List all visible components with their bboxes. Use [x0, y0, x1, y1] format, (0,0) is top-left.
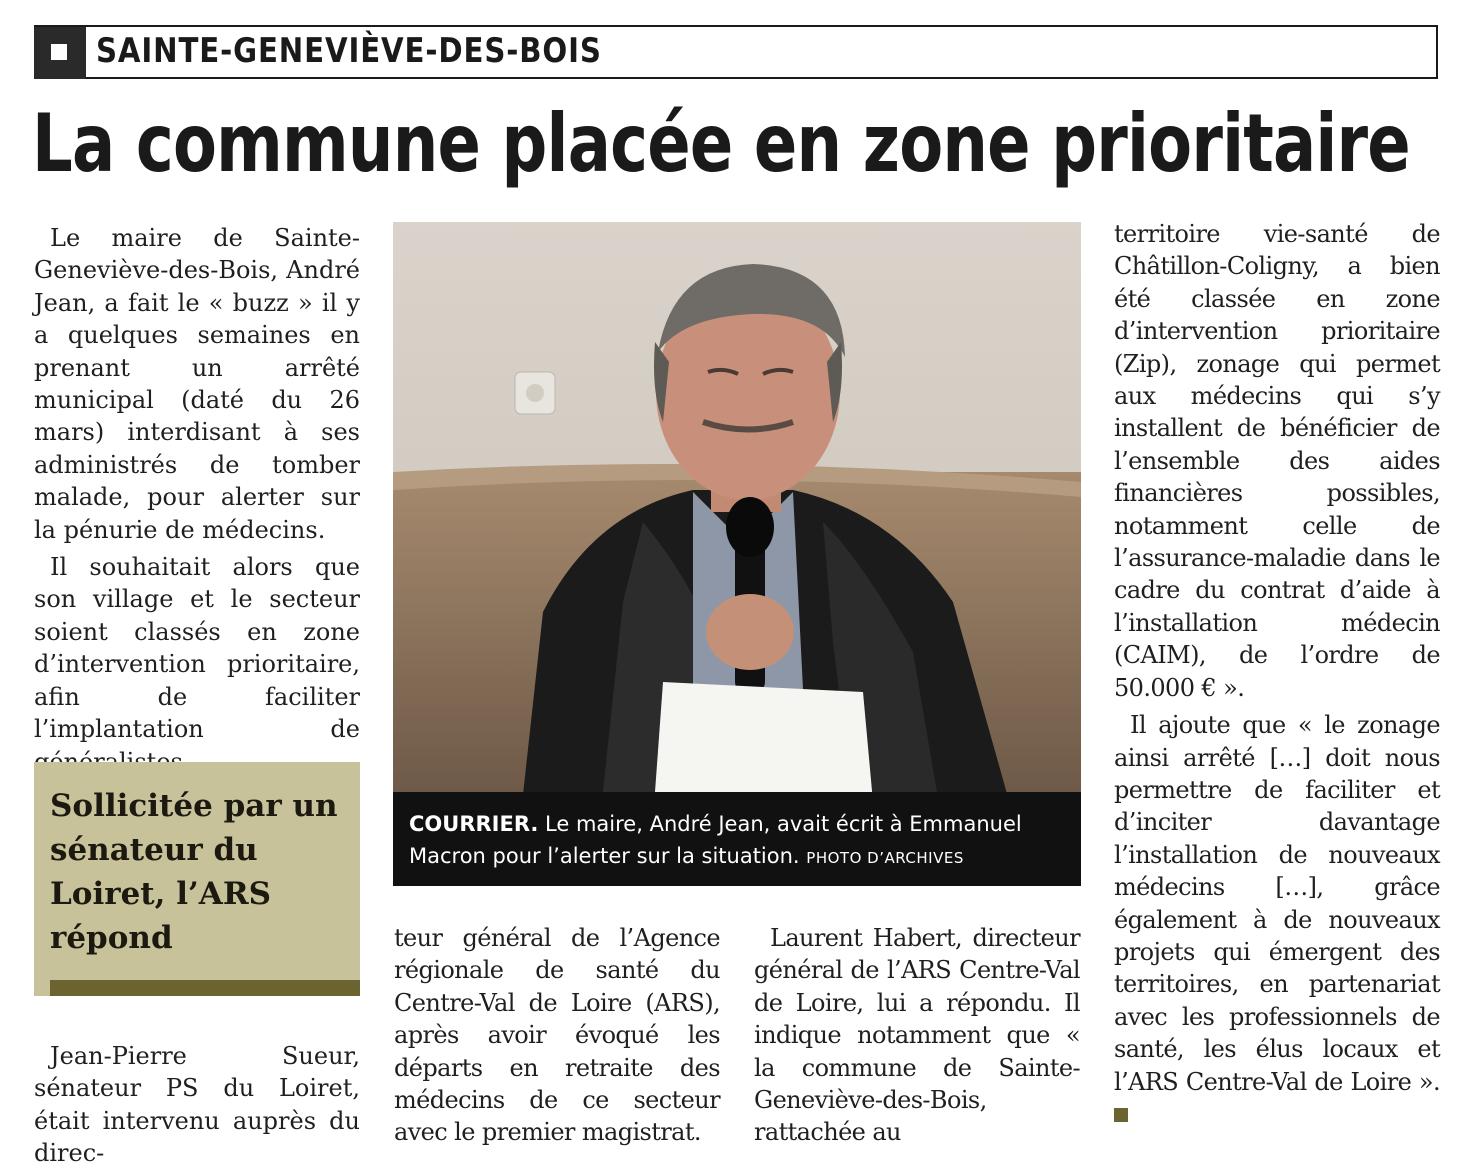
paragraph-6: territoire vie-santé de Châtillon-Coligny, a bien été classée en zone d’intervention prioritaire (Zip), zonage qui permet aux médecins qui s’y installent de bénéficier de l’ensemble des aides financières possibles, notamment celle de l’assurance-maladie dans le cadre du contrat d’aide à l’installation médecin (CAIM), de l’ordre de 50.000 € ».: [1114, 220, 1440, 702]
caption-text: Le maire, André Jean, avait écrit à Emmanuel Macron pour l’alerter sur la situation.: [409, 812, 1022, 868]
article-headline: La commune placée en zone prioritaire: [32, 97, 1410, 190]
column-3: [754, 922, 1080, 1149]
subhead-bar: [50, 980, 360, 996]
photo-image: [393, 222, 1081, 886]
paragraph-7: [1114, 709, 1440, 1130]
paragraph-4: teur général de l’Agence régionale de santé du Centre-Val de Loire (ARS), après avoir évoqué les départs en retraite des médecins de ce secteur avec le premier magistrat.: [394, 924, 720, 1147]
photo-caption: [409, 808, 1069, 874]
paragraph-7-text: Il ajoute que « le zonage ainsi arrêté […] doit nous permettre de faciliter et d’inciter davantage l’installation de nouveaux médecins […], grâce également à de nouveaux projets qui émergent des territoires, en partenariat avec les professionnels de santé, les élus locaux et l’ARS Centre-Val de Loire ».: [1114, 711, 1440, 1096]
column-1: [34, 222, 360, 778]
rubric-square-icon: [34, 27, 86, 79]
rubric-title: SAINTE-GENEVIÈVE-DES-BOIS: [96, 31, 602, 71]
paragraph-1: Le maire de Sainte-Geneviève-des-Bois, André Jean, a fait le « buzz » il y a quelques semaines en prenant un arrêté municipal (daté du 26 mars) interdisant à ses administrés de tomber malade, pour alerter sur la pénurie de médecins.: [34, 224, 360, 544]
caption-lead: COURRIER.: [409, 812, 539, 836]
column-4: [1114, 218, 1440, 1130]
section-rubric: [34, 25, 1438, 79]
subhead-title: Sollicitée par un sénateur du Loiret, l’ARS répond: [50, 788, 338, 956]
end-mark-icon: [1114, 1108, 1128, 1122]
paragraph-3: Jean-Pierre Sueur, sénateur PS du Loiret, était intervenu auprès du direc-: [34, 1042, 360, 1168]
paragraph-2: Il souhaitait alors que son village et le secteur soient classés en zone d’intervention prioritaire, afin de faciliter l’implantation de: [34, 553, 360, 744]
article-photo: [393, 222, 1081, 886]
subhead-box: [34, 762, 360, 996]
photo-credit: PHOTO D’ARCHIVES: [806, 849, 964, 867]
column-1-continued: [34, 1040, 360, 1170]
column-2: [394, 922, 720, 1149]
paragraph-5: Laurent Habert, directeur général de l’ARS Centre-Val de Loire, lui a répondu. Il indique notamment que « la commune de Sainte-Geneviève-des-Bois, rattachée au: [754, 924, 1080, 1147]
